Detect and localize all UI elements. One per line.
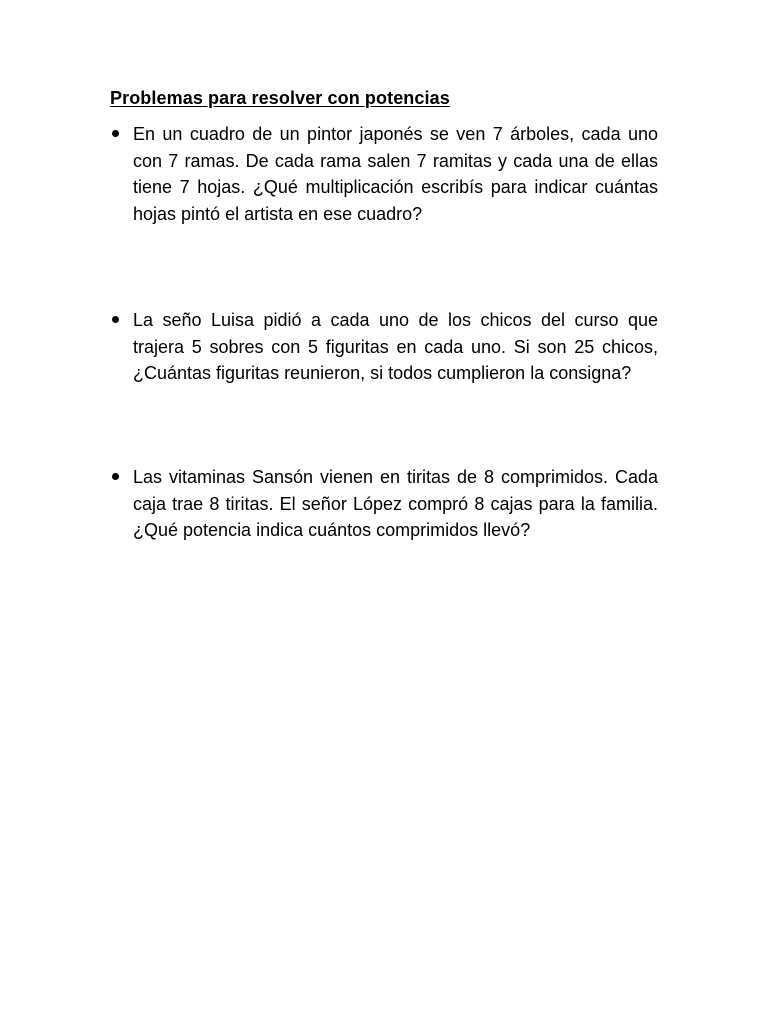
bullet-icon	[110, 464, 133, 491]
problem-list-item	[110, 307, 658, 387]
problem-text: Las vitaminas Sansón vienen en tiritas de 8 comprimidos. Cada caja trae 8 tiritas. El señor López compró 8 cajas para la familia. ¿Qué potencia indica cuántos comprimidos llevó?	[133, 467, 658, 540]
page-title: Problemas para resolver con potencias	[110, 88, 450, 108]
problem-list-item	[110, 121, 658, 227]
problem-list-item	[110, 464, 658, 544]
bullet-icon	[110, 307, 133, 334]
problem-text: La seño Luisa pidió a cada uno de los chicos del curso que trajera 5 sobres con 5 figuritas en cada uno. Si son 25 chicos, ¿Cuántas figuritas reunieron, si todos cumplieron la consigna?	[133, 310, 658, 383]
bullet-icon	[110, 121, 133, 148]
problem-text: En un cuadro de un pintor japonés se ven 7 árboles, cada uno con 7 ramas. De cada rama salen 7 ramitas y cada una de ellas tiene 7 hojas. ¿Qué multiplicación escribís para indicar cuántas hojas pintó el artista en ese cuadro?	[133, 124, 658, 224]
